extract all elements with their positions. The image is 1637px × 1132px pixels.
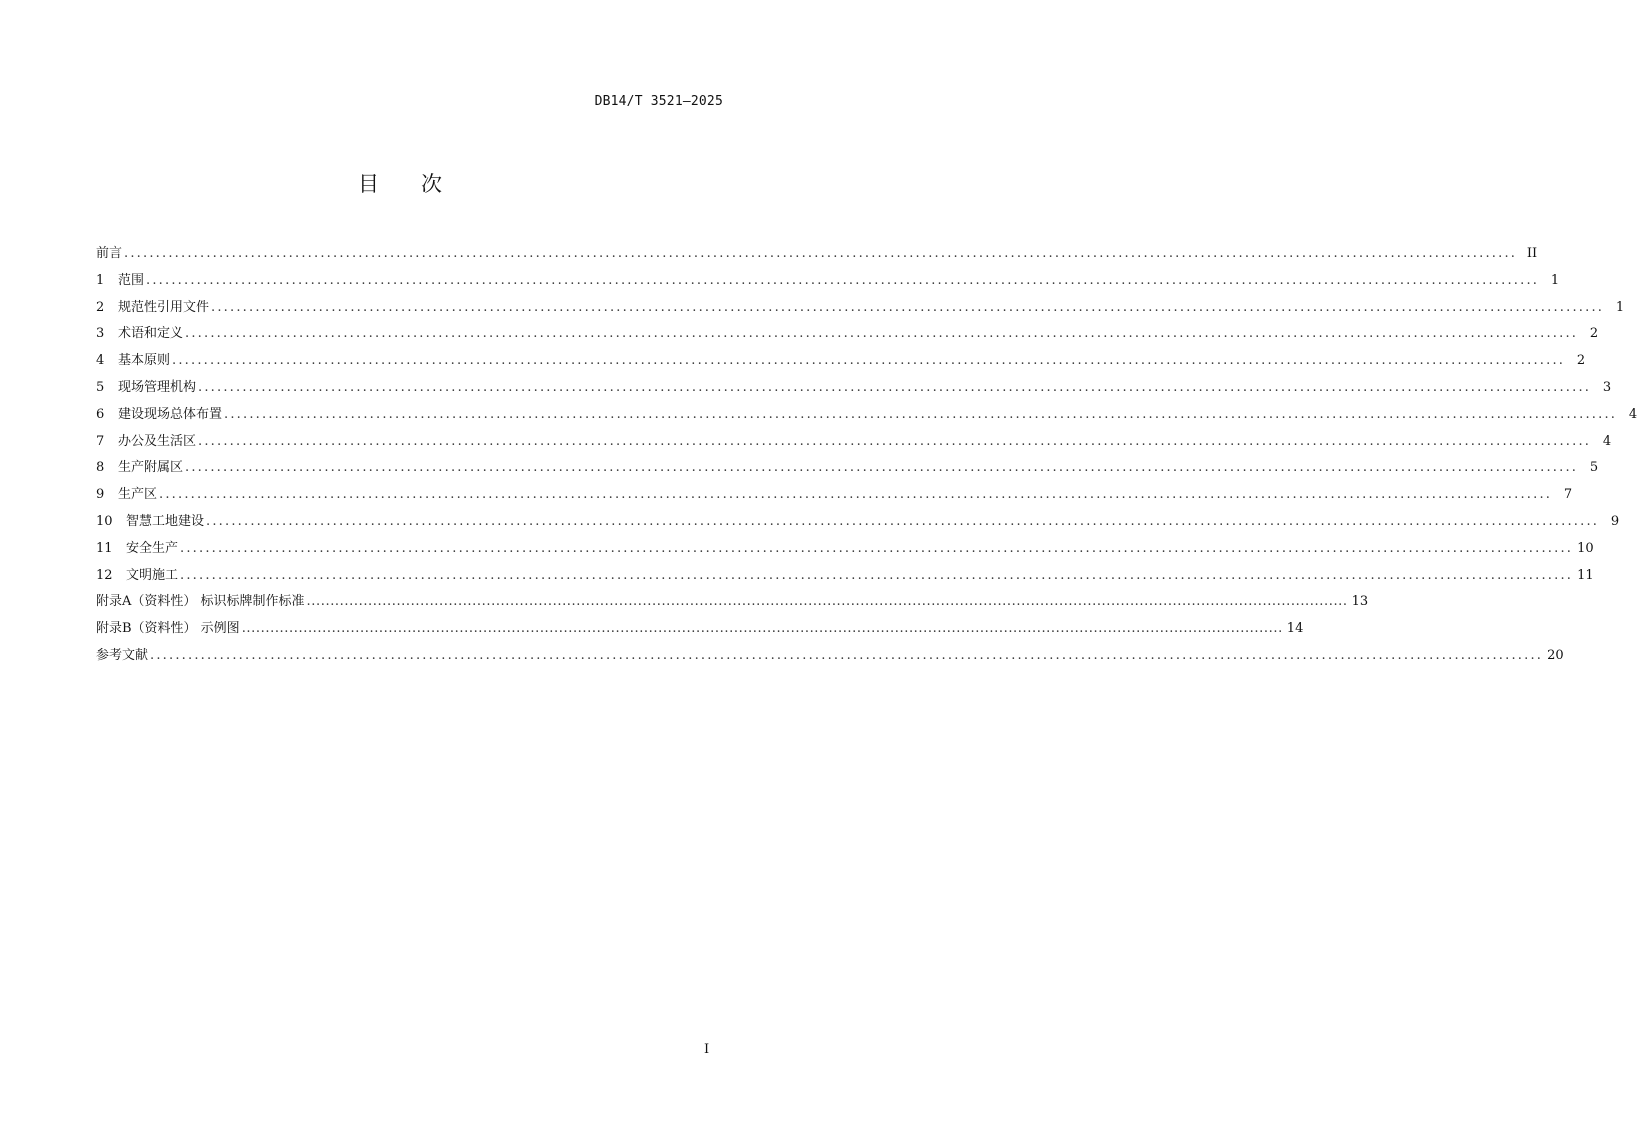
- toc-entry-number: 5: [96, 379, 105, 395]
- toc-entry-page: 4: [1628, 406, 1637, 422]
- toc-entry-label: 附录B（资料性） 示例图: [96, 621, 240, 637]
- toc-entry-page: 1: [1615, 299, 1625, 315]
- toc-title-part-1: 目: [358, 172, 379, 196]
- toc-dot-leader: ............................................................................................................................................................................................................................: [198, 379, 1592, 395]
- toc-dot-leader: ............................................................................................................................................................................................................................: [150, 647, 1544, 663]
- toc-entry-page: 20: [1547, 647, 1564, 663]
- toc-entry-number: 6: [96, 406, 105, 422]
- toc-entry-label: 安全生产: [126, 540, 179, 556]
- toc-dot-leader: ............................................................................................................................................................................................................................: [185, 460, 1579, 476]
- toc-entry-page: 5: [1589, 460, 1599, 476]
- toc-dot-leader: ............................................................................................................................................................................................................................: [159, 487, 1553, 503]
- toc-entry-page: 2: [1576, 353, 1586, 369]
- toc-entry[interactable]: [96, 455, 1599, 482]
- toc-dot-leader: ............................................................................................................................................................................................................................: [198, 433, 1592, 449]
- toc-title-part-2: 次: [421, 172, 442, 196]
- toc-entry-page: 14: [1286, 621, 1304, 637]
- toc-entry[interactable]: [96, 429, 1612, 456]
- toc-entry-number: 3: [96, 326, 105, 342]
- toc-entry-page: 9: [1610, 513, 1620, 529]
- document-code: DB14/T 3521—2025: [594, 94, 723, 109]
- toc-entry[interactable]: [96, 402, 1637, 429]
- toc-entry-label: 办公及生活区: [118, 433, 197, 449]
- toc-entry-label: 生产区: [118, 487, 158, 503]
- toc-entry[interactable]: [96, 268, 1560, 295]
- table-of-contents: [96, 241, 1637, 670]
- toc-entry[interactable]: [96, 509, 1620, 536]
- toc-dot-leader: ............................................................................................................................................................................................................................: [124, 246, 1518, 261]
- toc-entry[interactable]: [96, 482, 1573, 509]
- toc-entry-label: 术语和定义: [118, 326, 184, 342]
- toc-entry-label: 范围: [118, 272, 145, 288]
- toc-entry-page: 7: [1563, 487, 1573, 503]
- toc-entry-page: 13: [1351, 594, 1369, 610]
- toc-entry-label: 基本原则: [118, 353, 171, 369]
- toc-entry[interactable]: [96, 616, 1304, 643]
- toc-entry-label: 生产附属区: [118, 460, 184, 476]
- toc-entry-label: 建设现场总体布置: [118, 406, 223, 422]
- toc-entry-page: 1: [1550, 272, 1560, 288]
- toc-dot-leader: ............................................................................................................................................................................................................................: [185, 326, 1579, 342]
- toc-entry[interactable]: [96, 295, 1625, 322]
- toc-entry-number: 10: [96, 513, 113, 529]
- toc-entry-label: 文明施工: [126, 567, 179, 583]
- toc-dot-leader: ............................................................................................................................................................................................................................: [211, 299, 1605, 315]
- toc-dot-leader: ............................................................................................................................................................................................................................: [180, 567, 1574, 583]
- toc-entry-number: 12: [96, 567, 113, 583]
- toc-entry-page: II: [1526, 246, 1538, 261]
- toc-entry[interactable]: [96, 321, 1599, 348]
- toc-entry[interactable]: [96, 589, 1369, 616]
- page-number: I: [704, 1042, 710, 1057]
- toc-entry-page: 3: [1602, 379, 1612, 395]
- toc-entry-label: 现场管理机构: [118, 379, 197, 395]
- toc-entry[interactable]: [96, 643, 1564, 670]
- toc-entry-number: 11: [96, 540, 113, 556]
- toc-dot-leader: ............................................................................................................................................................................................................................: [224, 406, 1618, 422]
- toc-entry[interactable]: [96, 375, 1612, 402]
- toc-entry-number: 9: [96, 487, 105, 503]
- toc-dot-leader: ............................................................................................................................................................................................................................: [241, 621, 1283, 637]
- toc-entry[interactable]: [96, 536, 1594, 563]
- toc-entry[interactable]: [96, 563, 1594, 590]
- toc-entry-number: 1: [96, 272, 105, 288]
- toc-dot-leader: ............................................................................................................................................................................................................................: [146, 272, 1540, 288]
- toc-dot-leader: ............................................................................................................................................................................................................................: [180, 540, 1574, 556]
- toc-dot-leader: ............................................................................................................................................................................................................................: [306, 594, 1348, 610]
- toc-entry[interactable]: [96, 348, 1586, 375]
- toc-entry-label: 规范性引用文件: [118, 299, 210, 315]
- toc-entry-number: 7: [96, 433, 105, 449]
- toc-entry-page: 11: [1577, 567, 1594, 583]
- toc-dot-leader: ............................................................................................................................................................................................................................: [172, 353, 1566, 369]
- toc-entry-page: 2: [1589, 326, 1599, 342]
- toc-title: [0, 168, 800, 198]
- toc-entry-label: 参考文献: [96, 647, 149, 663]
- toc-entry-number: 4: [96, 353, 105, 369]
- toc-entry-label: 附录A（资料性） 标识标牌制作标准: [96, 594, 305, 610]
- toc-entry-label: 智慧工地建设: [126, 513, 205, 529]
- toc-entry-page: 4: [1602, 433, 1612, 449]
- toc-entry-page: 10: [1577, 540, 1594, 556]
- toc-entry[interactable]: [96, 241, 1538, 268]
- toc-dot-leader: ............................................................................................................................................................................................................................: [206, 513, 1600, 529]
- toc-entry-label: 前言: [96, 246, 123, 261]
- toc-entry-number: 8: [96, 460, 105, 476]
- toc-entry-number: 2: [96, 299, 105, 315]
